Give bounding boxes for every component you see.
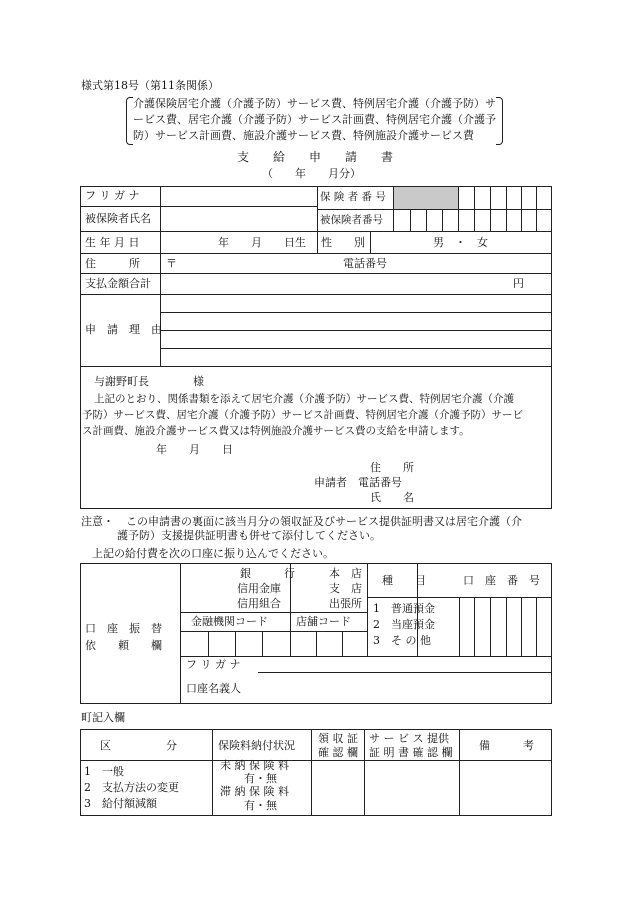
- account-kind-2[interactable]: 2 当座預金: [373, 618, 435, 631]
- declarant-label: 申請者: [314, 476, 347, 489]
- declarant-name-label: 氏 名: [370, 491, 414, 504]
- account-kind-3[interactable]: 3 そ の 他: [373, 634, 431, 647]
- furigana-label: フ リ ガ ナ: [85, 189, 140, 202]
- category-2: 2 支払方法の変更: [84, 781, 179, 794]
- declarant-address-label: 住 所: [370, 461, 414, 474]
- address-label: 住 所: [85, 257, 140, 270]
- notice-line-2: 護予防）支援提供証明書も併せて添付してください。: [117, 529, 381, 542]
- category-3: 3 給付額減額: [84, 797, 157, 810]
- insurer-number-shaded: [394, 187, 458, 209]
- subtitle-line-3: 防）サービス計画費、施設介護サービス費、特例施設介護サービス費: [133, 129, 474, 142]
- transfer-label-1: 口 座 振 替: [85, 622, 162, 635]
- account-kind-1[interactable]: 1 普通預金: [373, 602, 435, 615]
- notice-line-1: この申請書の裏面に該当月分の領収証及びサービス提供証明書又は居宅介護（介: [126, 515, 522, 528]
- bank-type-2: 信用金庫: [237, 582, 281, 595]
- branch-code-label: 店舗コード: [296, 615, 351, 628]
- col-cert-2: 証 明 書 確 認 欄: [369, 746, 453, 759]
- subtitle-line-1: 介護保険居宅介護（介護予防）サービス費、特例居宅介護（介護予防）サ: [133, 97, 496, 110]
- insured-number-label: 被保険者番号: [320, 214, 383, 226]
- premium-arrears-label: 滞 納 保 険 料: [220, 785, 289, 798]
- reason-label: 申 請 理 由: [85, 323, 162, 336]
- phone-label: 電話番号: [343, 257, 387, 270]
- branch-type-1: 本 店: [329, 567, 362, 580]
- bank-intro: 上記の給付費を次の口座に振り込んでください。: [92, 547, 334, 560]
- sex-options[interactable]: 男 ・ 女: [433, 236, 488, 249]
- subtitle-bracket-right: [496, 97, 503, 145]
- branch-type-3: 出張所: [329, 597, 362, 610]
- premium-unpaid-value[interactable]: 有・無: [244, 772, 277, 785]
- category-1: 1 一般: [84, 765, 124, 778]
- birthdate-label: 生 年 月 日: [85, 236, 140, 249]
- form-title: 支 給 申 請 書: [237, 150, 394, 164]
- col-receipt-2: 確 認 欄: [318, 746, 358, 759]
- payment-total-label: 支払金額合計: [85, 277, 151, 290]
- declaration-line-3: ス計画費、施設介護サービス費又は特例施設介護サービス費の支給を申請します。: [82, 425, 470, 437]
- notice-prefix: 注意・: [81, 515, 114, 528]
- form-id: 様式第18号（第11条関係）: [81, 79, 219, 92]
- bank-type-1: 銀 行: [240, 567, 295, 580]
- transfer-label-2: 依 頼 欄: [85, 639, 162, 652]
- bank-code-label: 金融機関コード: [191, 615, 268, 628]
- town-section-label: 町記入欄: [81, 711, 125, 724]
- insured-name-label: 被保険者氏名: [85, 212, 151, 225]
- col-premium: 保険料納付状況: [218, 739, 295, 752]
- holder-label: 口座名義人: [186, 682, 241, 695]
- subtitle-line-2: ービス費、居宅介護（介護予防）サービス計画費、特例居宅介護（介護予: [133, 113, 496, 126]
- declaration-line-2: 予防）サービス費、居宅介護（介護予防）サービス計画費、特例居宅介護（介護予防）サービ: [82, 409, 523, 421]
- birthdate-value[interactable]: 年 月 日生: [218, 236, 306, 249]
- premium-unpaid-label: 未 納 保 険 料: [220, 759, 289, 772]
- period: （ 年 月分）: [262, 167, 361, 180]
- declarant-phone-label: 電話番号: [358, 476, 402, 489]
- addressee: 与謝野町長 様: [94, 375, 204, 388]
- account-kind-label: 種 目: [382, 574, 426, 587]
- premium-arrears-value[interactable]: 有・無: [244, 799, 277, 812]
- account-number-label: 口 座 番 号: [463, 574, 540, 587]
- declaration-line-1: 上記のとおり、関係書類を添えて居宅介護（介護予防）サービス費、特例居宅介護（介護: [94, 393, 514, 405]
- holder-furigana-label: フ リ ガ ナ: [186, 658, 241, 671]
- sex-label: 性 別: [321, 236, 365, 249]
- postal-mark: 〒: [166, 257, 177, 270]
- insurer-number-label: 保 険 者 番 号: [320, 191, 386, 203]
- col-receipt-1: 領 収 証: [318, 732, 358, 745]
- yen-unit: 円: [513, 277, 524, 290]
- col-category: 区 分: [100, 739, 177, 752]
- bank-type-3: 信用組合: [237, 597, 281, 610]
- col-remarks: 備 考: [479, 739, 534, 752]
- declaration-date[interactable]: 年 月 日: [156, 443, 233, 456]
- subtitle-bracket-left: [126, 97, 133, 145]
- col-cert-1: サ ー ビ ス 提供: [369, 732, 449, 745]
- branch-type-2: 支 店: [329, 582, 362, 595]
